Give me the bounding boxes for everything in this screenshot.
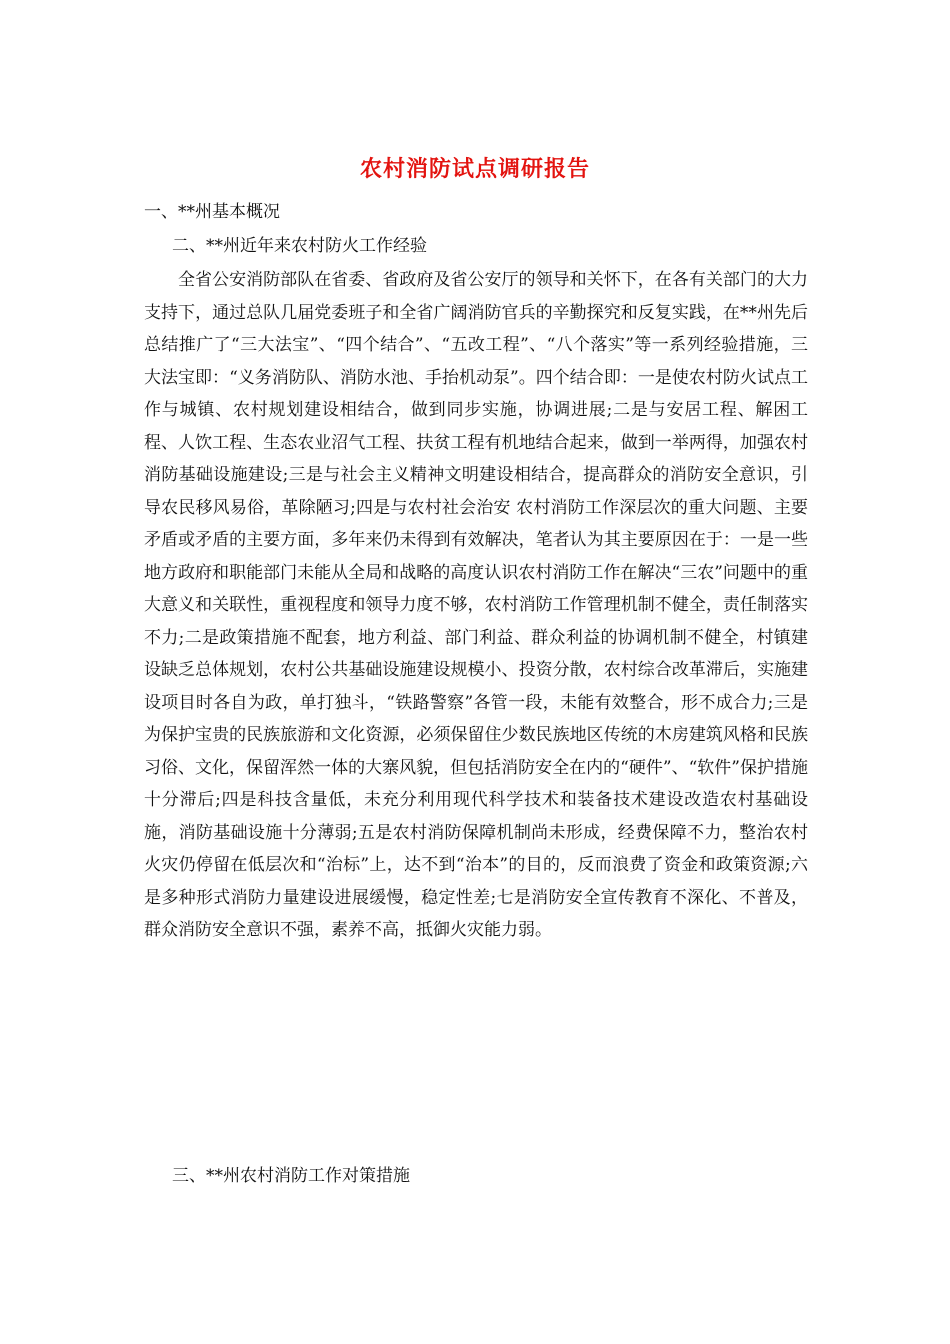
document-title: 农村消防试点调研报告	[359, 156, 590, 182]
section-heading-2: 二、**州近年来农村防火工作经验	[172, 236, 427, 256]
section-heading-1: 一、**州基本概况	[144, 202, 280, 222]
section-heading-3: 三、**州农村消防工作对策措施	[172, 1166, 410, 1186]
body-paragraph: 全省公安消防部队在省委、省政府及省公安厅的领导和关怀下，在各有关部门的大力支持下，通过总队几届党委班子和全省广阔消防官兵的辛勤探究和反复实践，在**州先后总结推广了“三大法宝”、“四个结合”、“五改工程”、“八个落实”等一系列经验措施，三大法宝即：“义务消防队、消防水池、手抬机动泵”。四个结合即：一是使农村防火试点工作与城镇、农村规划建设相结合，做到同步实施，协调进展;二是与安居工程、解困工程、人饮工程、生态农业沼气工程、扶贫工程有机地结合起来，做到一举两得，加强农村消防基础设施建设;三是与社会主义精神文明建设相结合，提高群众的消防安全意识，引导农民移风易俗，革除陋习;四是与农村社会治安 农村消防工作深层次的重大问题、主要矛盾或矛盾的主要方面，多年来仍未得到有效解决，笔者认为其主要原因在于：一是一些地方政府和职能部门未能从全局和战略的高度认识农村消防工作在解决“三农”问题中的重大意义和关联性，重视程度和领导力度不够，农村消防工作管理机制不健全，责任制落实不力;二是政策措施不配套，地方利益、部门利益、群众利益的协调机制不健全，村镇建设缺乏总体规划，农村公共基础设施建设规模小、投资分散，农村综合改革滞后，实施建设项目时各自为政，单打独斗，“铁路警察”各管一段，未能有效整合，形不成合力;三是为保护宝贵的民族旅游和文化资源，必须保留住少数民族地区传统的木房建筑风格和民族习俗、文化，保留浑然一体的大寨风貌，但包括消防安全在内的“硬件”、“软件”保护措施十分滞后;四是科技含量低，未充分利用现代科学技术和装备技术建设改造农村基础设施，消防基础设施十分薄弱;五是农村消防保障机制尚未形成，经费保障不力，整治农村火灾仍停留在低层次和“治标”上，达不到“治本”的目的，反而浪费了资金和政策资源;六是多种形式消防力量建设进展缓慢，稳定性差;七是消防安全宣传教育不深化、不普及，群众消防安全意识不强，素养不高，抵御火灾能力弱。	[144, 270, 808, 940]
